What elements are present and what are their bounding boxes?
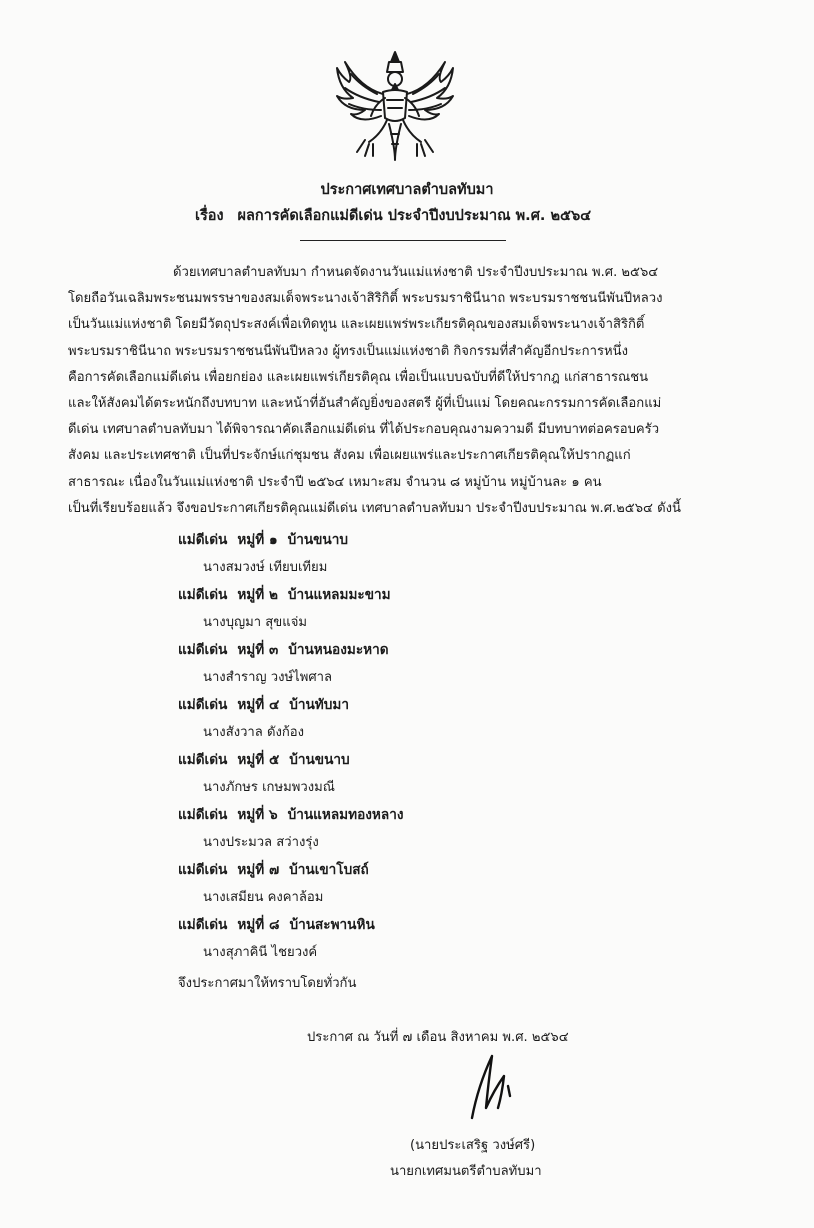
announcement-subject <box>195 204 591 227</box>
subject-text: ผลการคัดเลือกแม่ดีเด่น ประจำปีงบประมาณ พ.ศ. ๒๕๖๔ <box>237 208 592 224</box>
announcement-date: ประกาศ ณ วันที่ ๗ เดือน สิงหาคม พ.ศ. ๒๕๖๔ <box>307 1030 569 1045</box>
outstanding-mothers-list <box>178 526 698 966</box>
mother-name: นางสมวงษ์ เทียบเทียม <box>203 560 328 575</box>
mother-name: นางสำราญ วงษ์ไพศาล <box>203 670 333 685</box>
body-paragraph <box>68 260 768 522</box>
body-line: เป็นวันแม่แห่งชาติ โดยมีวัตถุประสงค์เพื่อเทิดทูน และเผยแพร่พระเกียรติคุณของสมเด็จพระนางเจ้าสิริกิติ์ <box>68 317 645 333</box>
mother-name: นางสังวาล ดังก้อง <box>203 725 305 740</box>
closing-statement: จึงประกาศมาให้ทราบโดยทั่วกัน <box>178 976 357 991</box>
mother-heading: แม่ดีเด่น หมู่ที่ ๒ บ้านแหลมมะขาม <box>178 587 391 603</box>
body-line: คือการคัดเลือกแม่ดีเด่น เพื่อยกย่อง และเผยแพร่เกียรติคุณ เพื่อเป็นแบบฉบับที่ดีให้ปรากฎ แก่สาธารณชน <box>68 369 649 385</box>
mother-heading: แม่ดีเด่น หมู่ที่ ๕ บ้านขนาบ <box>178 752 350 768</box>
mother-name: นางภักษร เกษมพวงมณี <box>203 780 335 795</box>
signer-title: นายกเทศมนตรีตำบลทับมา <box>390 1164 542 1179</box>
body-line: และให้สังคมได้ตระหนักถึงบทบาท และหน้าที่อันสำคัญยิ่งของสตรี ผู้ที่เป็นแม่ โดยคณะกรรมการคัดเลือกแม่ <box>68 395 662 411</box>
signature-icon <box>458 1046 528 1126</box>
mother-name: นางสุภาคินี ไชยวงค์ <box>203 945 318 960</box>
mother-heading: แม่ดีเด่น หมู่ที่ ๘ บ้านสะพานหิน <box>178 917 375 933</box>
mother-heading: แม่ดีเด่น หมู่ที่ ๖ บ้านแหลมทองหลาง <box>178 807 404 823</box>
body-line: โดยถือวันเฉลิมพระชนมพรรษาของสมเด็จพระนางเจ้าสิริกิติ์ พระบรมราชินีนาถ พระบรมราชชนนีพันปีหลวง <box>68 291 663 307</box>
mother-name: นางบุญมา สุขแจ่ม <box>203 615 307 630</box>
body-line: สาธารณะ เนื่องในวันแม่แห่งชาติ ประจำปี ๒๕๖๔ เหมาะสม จำนวน ๘ หมู่บ้าน หมู่บ้านละ ๑ คน <box>68 474 602 490</box>
mother-heading: แม่ดีเด่น หมู่ที่ ๔ บ้านทับมา <box>178 697 349 713</box>
announcement-title: ประกาศเทศบาลตำบลทับมา <box>320 182 494 198</box>
signer-name: (นายประเสริฐ วงษ์ศรี) <box>410 1138 536 1153</box>
body-line: ด้วยเทศบาลตำบลทับมา กำหนดจัดงานวันแม่แห่งชาติ ประจำปีงบประมาณ พ.ศ. ๒๕๖๔ <box>173 265 659 280</box>
mother-heading: แม่ดีเด่น หมู่ที่ ๑ บ้านขนาบ <box>178 532 348 548</box>
body-line: เป็นที่เรียบร้อยแล้ว จึงขอประกาศเกียรติคุณแม่ดีเด่น เทศบาลตำบลทับมา ประจำปีงบประมาณ พ.ศ.๒๕๖๔ ดังนี้ <box>68 500 681 516</box>
mother-heading: แม่ดีเด่น หมู่ที่ ๓ บ้านหนองมะหาด <box>178 642 389 658</box>
body-line: ดีเด่น เทศบาลตำบลทับมา ได้พิจารณาคัดเลือกแม่ดีเด่น ที่ได้ประกอบคุณงามความดี มีบทบาทต่อครอบครัว <box>68 422 660 438</box>
body-line: สังคม และประเทศชาติ เป็นที่ประจักษ์แก่ชุมชน สังคม เพื่อเผยแพร่และประกาศเกียรติคุณให้ปรากฏแก่ <box>68 448 631 464</box>
title-divider <box>300 240 506 241</box>
mother-name: นางประมวล สว่างรุ่ง <box>203 835 319 850</box>
mother-name: นางเสมียน คงคาล้อม <box>203 890 324 905</box>
body-line: พระบรมราชินีนาถ พระบรมราชชนนีพันปีหลวง ผู้ทรงเป็นแม่แห่งชาติ กิจกรรมที่สำคัญอีกประการหนึ่ง <box>68 343 628 359</box>
subject-label: เรื่อง <box>195 208 224 224</box>
garuda-emblem-icon <box>331 48 459 166</box>
mother-heading: แม่ดีเด่น หมู่ที่ ๗ บ้านเขาโบสถ์ <box>178 862 369 878</box>
